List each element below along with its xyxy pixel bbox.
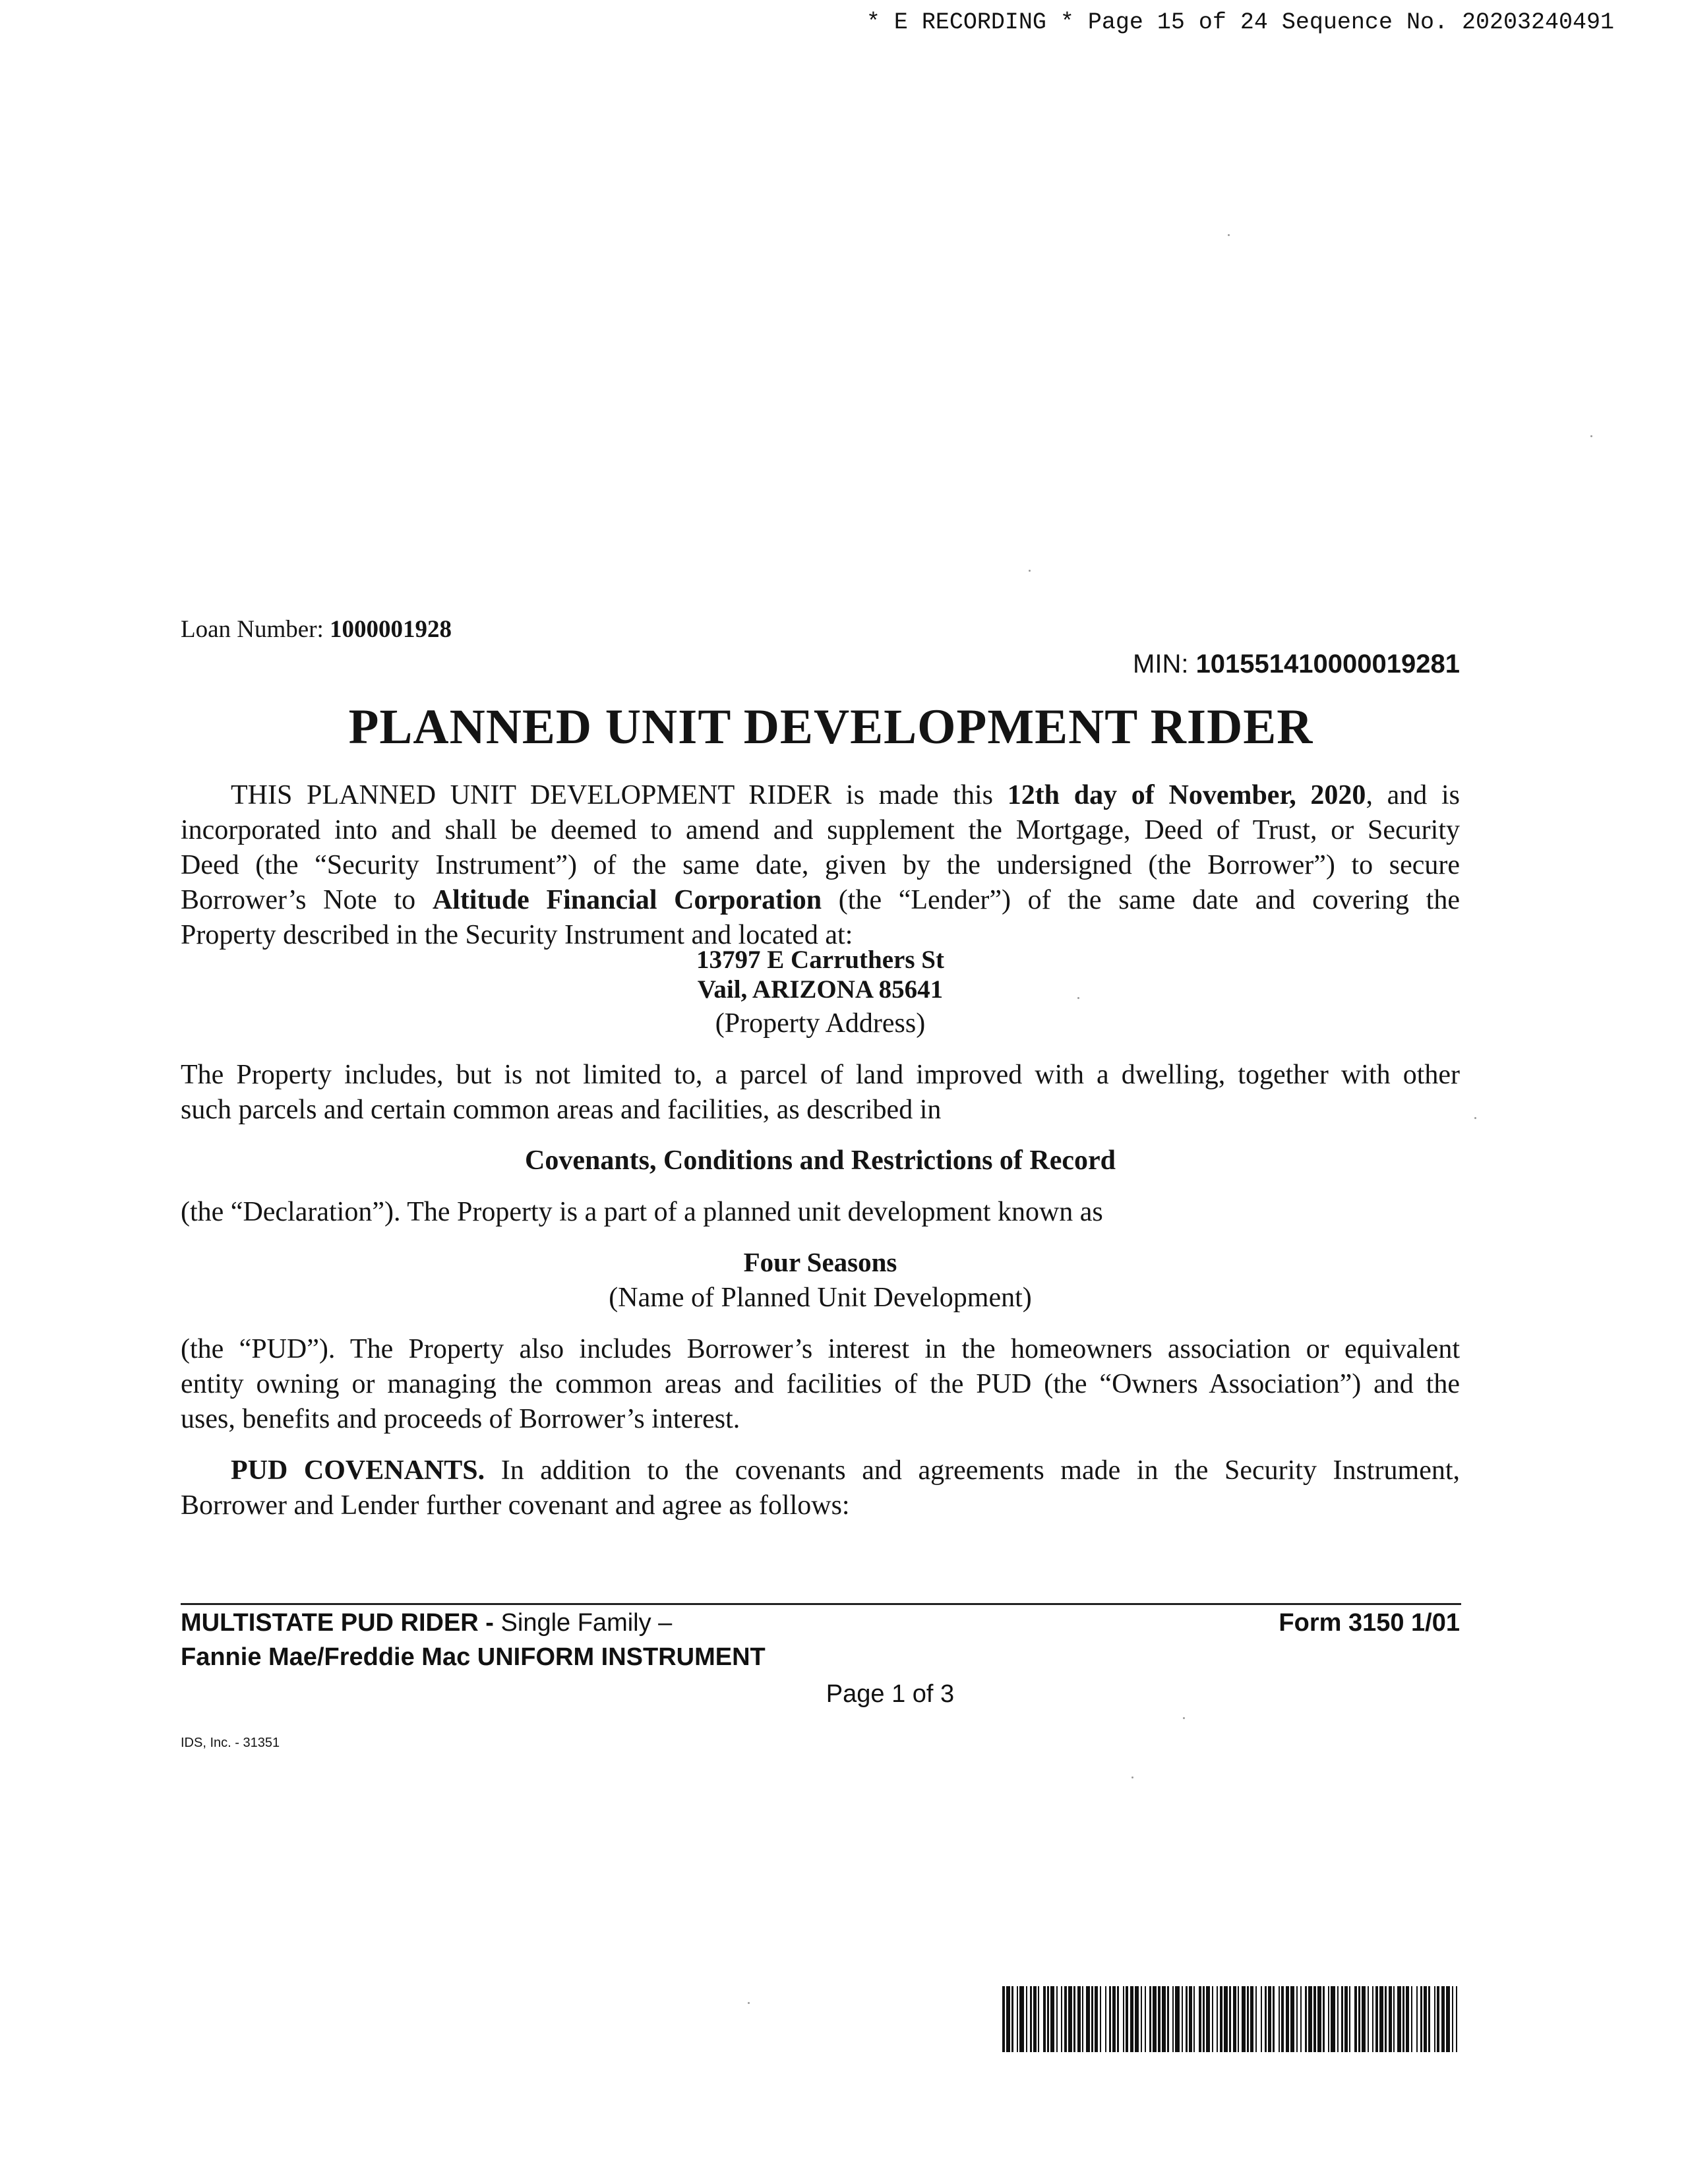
footer-rider-line: MULTISTATE PUD RIDER - Single Family –	[181, 1609, 673, 1637]
intro-line-5: Property described in the Security Instrument and located at:	[181, 920, 853, 950]
barcode-icon	[1002, 1986, 1460, 2052]
covenants-line-1: PUD COVENANTS. In addition to the covenants and agreements made in the Security Instrument,	[231, 1455, 1460, 1486]
scan-speck	[1131, 1776, 1133, 1778]
declaration-name: Covenants, Conditions and Restrictions of Record	[524, 1145, 1116, 1176]
covenants-paragraph	[181, 1453, 1460, 1523]
min-value: 101551410000019281	[1195, 650, 1460, 679]
form-number: Form 3150 1/01	[1279, 1609, 1460, 1637]
property-address-caption: (Property Address)	[715, 1008, 926, 1039]
ids-footer: IDS, Inc. - 31351	[181, 1736, 280, 1750]
includes-line-2: such parcels and certain common areas and facilities, as described in	[181, 1095, 942, 1125]
scan-speck	[748, 2002, 750, 2004]
pud-name: Four Seasons	[743, 1247, 897, 1277]
pud-name-caption: (Name of Planned Unit Development)	[609, 1283, 1032, 1313]
declaration-line: (the “Declaration”). The Property is a part of a planned unit development known as	[181, 1197, 1103, 1227]
property-street: 13797 E Carruthers St	[696, 946, 944, 974]
property-city: Vail, ARIZONA 85641	[697, 975, 944, 1004]
scan-speck	[1474, 1117, 1476, 1119]
pud-line-2: entity owning or managing the common areas and facilities of the PUD (the “Owners Association”) and the	[181, 1369, 1460, 1399]
loan-number-value: 1000001928	[330, 616, 452, 643]
scan-speck	[1183, 1717, 1185, 1719]
min-number	[1133, 650, 1460, 679]
footer-divider	[181, 1603, 1461, 1605]
recording-stamp: * E RECORDING * Page 15 of 24 Sequence No. 20203240491	[866, 9, 1614, 36]
footer-instrument-line: Fannie Mae/Freddie Mac UNIFORM INSTRUMENT	[181, 1643, 766, 1671]
pud-line-3: uses, benefits and proceeds of Borrower’s interest.	[181, 1404, 740, 1434]
document-title: PLANNED UNIT DEVELOPMENT RIDER	[348, 700, 1313, 754]
scan-speck	[1029, 570, 1031, 572]
pud-line-1: (the “PUD”). The Property also includes Borrower’s interest in the homeowners association or equivalent	[181, 1334, 1460, 1364]
intro-line-4: Borrower’s Note to Altitude Financial Corporation (the “Lender”) of the same date and covering the	[181, 885, 1460, 915]
intro-line-2: incorporated into and shall be deemed to amend and supplement the Mortgage, Deed of Trust, or Security	[181, 815, 1460, 845]
loan-number-label: Loan Number:	[181, 616, 330, 643]
includes-line-1: The Property includes, but is not limited to, a parcel of land improved with a dwelling, together with other	[181, 1060, 1460, 1090]
lender-name: Altitude Financial Corporation	[432, 885, 822, 915]
intro-line-1: THIS PLANNED UNIT DEVELOPMENT RIDER is made this 12th day of November, 2020, and is	[231, 780, 1460, 810]
rider-date: 12th day of November, 2020	[1007, 780, 1366, 810]
scan-speck	[1228, 234, 1230, 236]
scan-speck	[1077, 997, 1079, 999]
min-label: MIN:	[1133, 650, 1196, 679]
covenants-line-2: Borrower and Lender further covenant and agree as follows:	[181, 1490, 850, 1521]
pud-paragraph	[181, 1332, 1460, 1437]
scan-speck	[1590, 435, 1592, 437]
includes-paragraph	[181, 1058, 1460, 1128]
covenants-heading: PUD COVENANTS.	[231, 1455, 485, 1486]
page-number: Page 1 of 3	[826, 1680, 955, 1708]
intro-line-3: Deed (the “Security Instrument”) of the same date, given by the undersigned (the Borrower”) to secure	[181, 850, 1460, 880]
loan-number	[181, 615, 452, 644]
intro-paragraph	[181, 778, 1460, 953]
